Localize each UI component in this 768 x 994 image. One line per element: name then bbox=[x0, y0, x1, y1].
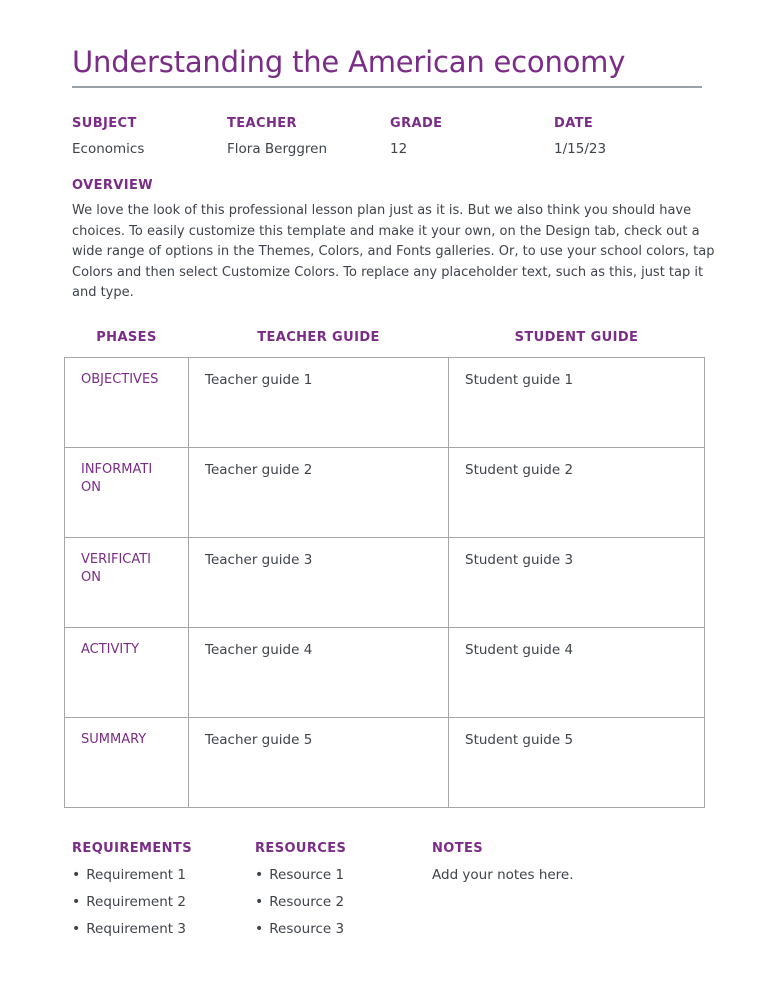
column-header-teacher-guide: TEACHER GUIDE bbox=[257, 329, 380, 345]
teacher-guide-cell bbox=[189, 627, 449, 717]
notes-text: Add your notes here. bbox=[432, 866, 574, 883]
requirement-text: Requirement 1 bbox=[86, 866, 186, 883]
phase-cell bbox=[65, 627, 189, 717]
student-guide-cell bbox=[449, 357, 705, 447]
meta-field-date bbox=[554, 116, 704, 157]
bullet-icon bbox=[72, 868, 80, 883]
teacher-guide-cell bbox=[189, 447, 449, 537]
teacher-guide-cell bbox=[189, 717, 449, 807]
page-title: Understanding the American economy bbox=[72, 45, 626, 79]
requirement-text: Requirement 2 bbox=[86, 893, 186, 910]
title-underline bbox=[72, 86, 702, 88]
bullet-icon bbox=[255, 895, 263, 910]
student-guide-text: Student guide 2 bbox=[465, 461, 574, 478]
meta-row bbox=[72, 116, 704, 157]
meta-label-subject: SUBJECT bbox=[72, 116, 137, 131]
bullet-icon bbox=[255, 922, 263, 937]
resource-item bbox=[255, 868, 432, 883]
table-row-activity bbox=[65, 627, 705, 717]
teacher-guide-text: Teacher guide 4 bbox=[205, 641, 313, 658]
resource-text: Resource 1 bbox=[269, 866, 345, 883]
meta-label-grade: GRADE bbox=[390, 116, 443, 131]
bullet-icon bbox=[72, 895, 80, 910]
meta-field-teacher bbox=[227, 116, 390, 157]
teacher-guide-text: Teacher guide 2 bbox=[205, 461, 313, 478]
overview-section bbox=[72, 178, 715, 304]
table-row-information bbox=[65, 447, 705, 537]
student-guide-cell bbox=[449, 717, 705, 807]
meta-field-subject bbox=[72, 116, 227, 157]
footer-section bbox=[72, 841, 704, 937]
meta-value-subject: Economics bbox=[72, 141, 145, 157]
overview-heading: OVERVIEW bbox=[72, 178, 153, 193]
meta-label-date: DATE bbox=[554, 116, 594, 131]
phase-label: INFORMATION bbox=[81, 461, 153, 495]
phase-label: ACTIVITY bbox=[81, 641, 140, 657]
notes-column bbox=[432, 841, 704, 937]
column-header-phases: PHASES bbox=[96, 329, 157, 345]
bullet-icon bbox=[72, 922, 80, 937]
phase-label: VERIFICATION bbox=[81, 551, 152, 585]
resource-item bbox=[255, 922, 432, 937]
student-guide-text: Student guide 5 bbox=[465, 731, 574, 748]
requirement-item bbox=[72, 868, 255, 883]
table-row-verification bbox=[65, 537, 705, 627]
notes-heading: NOTES bbox=[432, 840, 484, 856]
requirement-item bbox=[72, 895, 255, 910]
teacher-guide-text: Teacher guide 3 bbox=[205, 551, 313, 568]
phase-cell bbox=[65, 447, 189, 537]
resources-column bbox=[255, 841, 432, 937]
phase-cell bbox=[65, 537, 189, 627]
phase-label: OBJECTIVES bbox=[81, 371, 159, 387]
phases-table bbox=[64, 330, 705, 808]
student-guide-text: Student guide 4 bbox=[465, 641, 574, 658]
meta-value-teacher: Flora Berggren bbox=[227, 141, 328, 157]
phases-section bbox=[64, 330, 704, 808]
student-guide-cell bbox=[449, 447, 705, 537]
phase-cell bbox=[65, 357, 189, 447]
teacher-guide-text: Teacher guide 5 bbox=[205, 731, 313, 748]
resource-item bbox=[255, 895, 432, 910]
resource-text: Resource 3 bbox=[269, 920, 345, 937]
student-guide-text: Student guide 3 bbox=[465, 551, 574, 568]
table-row-summary bbox=[65, 717, 705, 807]
overview-paragraph: We love the look of this professional lesson plan just as it is. But we also think you should have choices. To easily customize this template and make it your own, on the Design tab, check out a wide range of options in the Themes, Colors, and Fonts galleries. Or, to use your school colors, tap Colors and then select Customize Colors. To replace any placeholder text, such as this, just tap it and type. bbox=[72, 203, 715, 300]
phase-label: SUMMARY bbox=[81, 731, 147, 747]
student-guide-text: Student guide 1 bbox=[465, 371, 574, 388]
phases-table-header-row bbox=[65, 330, 705, 358]
requirement-item bbox=[72, 922, 255, 937]
phase-cell bbox=[65, 717, 189, 807]
teacher-guide-cell bbox=[189, 537, 449, 627]
meta-field-grade bbox=[390, 116, 554, 157]
teacher-guide-text: Teacher guide 1 bbox=[205, 371, 313, 388]
table-row-objectives bbox=[65, 357, 705, 447]
requirements-column bbox=[72, 841, 255, 937]
bullet-icon bbox=[255, 868, 263, 883]
teacher-guide-cell bbox=[189, 357, 449, 447]
requirement-text: Requirement 3 bbox=[86, 920, 186, 937]
requirements-heading: REQUIREMENTS bbox=[72, 840, 192, 856]
student-guide-cell bbox=[449, 537, 705, 627]
meta-value-date: 1/15/23 bbox=[554, 141, 607, 157]
meta-label-teacher: TEACHER bbox=[227, 116, 297, 131]
resource-text: Resource 2 bbox=[269, 893, 345, 910]
student-guide-cell bbox=[449, 627, 705, 717]
resources-heading: RESOURCES bbox=[255, 840, 347, 856]
column-header-student-guide: STUDENT GUIDE bbox=[514, 329, 639, 345]
meta-value-grade: 12 bbox=[390, 141, 408, 157]
